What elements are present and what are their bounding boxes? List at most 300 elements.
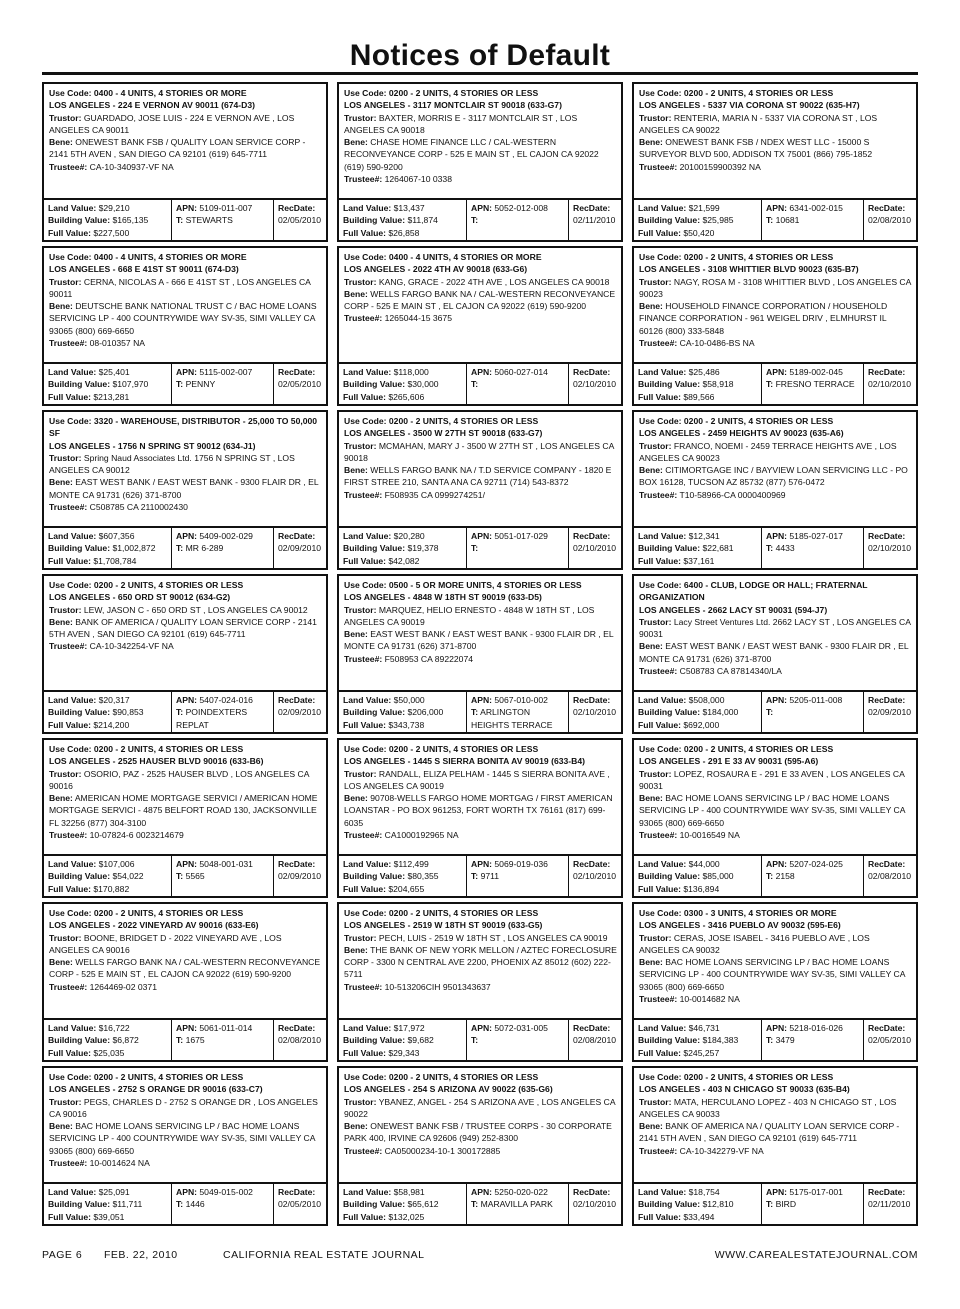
property-location: LOS ANGELES - 291 E 33 AV 90031 (595-A6): [639, 756, 819, 767]
building-value-line: [638, 378, 758, 390]
trustor-value: BAXTER, MORRIS E - 3117 MONTCLAIR ST , LOS ANGELES CA 90018: [344, 112, 578, 135]
use-code: Use Code: 0200 - 2 UNITS, 4 STORIES OR LESS: [344, 908, 539, 918]
recdate-label-line: [278, 1186, 323, 1198]
trustee-value: 10-0016549 NA: [679, 830, 740, 841]
apn-value: 5051-017-029: [494, 531, 548, 541]
land-value-line: [343, 1022, 463, 1034]
land-value: $25,091: [98, 1187, 130, 1197]
building-value-line: [638, 1034, 758, 1046]
trustee-label: Trustee#:: [639, 161, 678, 172]
apn-label: APN:: [766, 1187, 788, 1197]
tract-line: [471, 214, 565, 226]
trustee-line: [344, 1145, 617, 1157]
property-location: LOS ANGELES - 2662 LACY ST 90031 (594-J7): [639, 604, 828, 615]
full-value-label: Full Value:: [343, 227, 386, 238]
tract-line: [766, 378, 860, 390]
trustee-line: [49, 829, 322, 841]
recdate-value: 02/09/2010: [868, 707, 912, 718]
land-value-line: [48, 202, 168, 214]
tract-line: [471, 542, 565, 554]
bene-value: WELLS FARGO BANK NA / T.D SERVICE COMPANY - 1820 E FIRST STREE 210, SANTA ANA CA 92711 (714) 543-8372: [344, 465, 612, 488]
apn-line: [176, 1022, 270, 1034]
land-value-label: Land Value:: [48, 367, 97, 377]
tract-line: [471, 378, 565, 390]
apn-column: [172, 692, 274, 732]
trustee-line: [344, 312, 617, 324]
trustor-line: [344, 604, 617, 629]
recdate-column: [864, 200, 916, 240]
values-column: [44, 1184, 172, 1224]
trustor-label: Trustor:: [49, 1096, 82, 1107]
building-value: $6,872: [112, 1035, 139, 1046]
recdate-label: RecDate:: [278, 203, 316, 213]
building-value: $22,681: [702, 543, 734, 554]
property-location: LOS ANGELES - 2519 W 18TH ST 90019 (633-G5): [344, 920, 543, 931]
recdate-label: RecDate:: [278, 1187, 316, 1197]
building-value-label: Building Value:: [343, 215, 406, 226]
trustor-value: MATA, HERCULANO LOPEZ - 403 N CHICAGO ST , LOS ANGELES CA 90033: [639, 1096, 897, 1119]
land-value: $13,437: [393, 203, 425, 213]
recdate-label: RecDate:: [573, 531, 611, 541]
recdate-label-line: [868, 530, 913, 542]
trustor-label: Trustor:: [344, 932, 377, 943]
land-value-label: Land Value:: [343, 203, 392, 213]
trustor-line: [344, 768, 617, 793]
building-value-label: Building Value:: [343, 871, 406, 882]
footer-journal-name: CALIFORNIA REAL ESTATE JOURNAL: [223, 1249, 425, 1261]
values-column: [44, 200, 172, 240]
full-value-line: [48, 555, 168, 567]
building-value-line: [638, 870, 758, 882]
land-value-line: [48, 1186, 168, 1198]
trustor-value: Spring Naud Associates Ltd. 1756 N SPRING ST , LOS ANGELES CA 90012: [49, 452, 295, 476]
tract-value: BIRD: [775, 1199, 797, 1210]
bene-label: Bene:: [49, 301, 73, 312]
trustor-value: RENTERIA, MARIA N - 5337 VIA CORONA ST , LOS ANGELES CA 90022: [639, 112, 878, 135]
notice-details: [634, 904, 916, 1018]
values-column: [44, 692, 172, 732]
land-value-line: [48, 858, 168, 870]
trustee-value: 1265044-15 3675: [384, 313, 452, 324]
recdate-label: RecDate:: [278, 531, 316, 541]
apn-label: APN:: [176, 1023, 198, 1033]
bene-value: THE BANK OF NEW YORK MELLON / AZTEC FORECLOSURE CORP - 3300 N CENTRAL AVE 2200, PHOENIX AZ 85012 (602) 222-5711: [344, 944, 617, 980]
tract-value: 5565: [185, 871, 205, 882]
building-value: $54,022: [112, 871, 144, 882]
full-value-line: [48, 1047, 168, 1059]
tract-line: [471, 1198, 565, 1210]
full-value: $89,566: [683, 391, 715, 402]
recdate-label-line: [868, 366, 913, 378]
apn-column: [172, 1184, 274, 1224]
tract-label: T:: [766, 1199, 774, 1210]
apn-line: [176, 366, 270, 378]
trustor-line: [639, 932, 912, 957]
recdate-label-line: [573, 530, 618, 542]
land-value: $46,731: [688, 1023, 720, 1033]
trustee-value: F508935 CA 0999274251/: [384, 489, 485, 500]
full-value-label: Full Value:: [48, 1047, 91, 1058]
tract-line: [471, 706, 565, 731]
trustee-value: C508785 CA 2110002430: [89, 502, 188, 513]
tract-line: [176, 1034, 270, 1046]
trustee-label: Trustee#:: [344, 830, 383, 841]
land-value-label: Land Value:: [343, 1187, 392, 1197]
property-location: LOS ANGELES - 2752 S ORANGE DR 90016 (633-C7): [49, 1084, 263, 1095]
values-column: [634, 1020, 762, 1060]
building-value-line: [343, 870, 463, 882]
recdate-label-line: [868, 202, 913, 214]
notice-values: [634, 854, 916, 896]
tract-label: T:: [766, 543, 774, 554]
building-value-line: [638, 542, 758, 554]
trustor-line: [639, 440, 912, 465]
full-value: $37,161: [683, 555, 715, 566]
trustor-value: YBANEZ, ANGEL - 254 S ARIZONA AVE , LOS ANGELES CA 90022: [344, 1096, 616, 1119]
bene-label: Bene:: [344, 629, 368, 640]
bene-label: Bene:: [344, 288, 368, 299]
trustee-label: Trustee#:: [639, 830, 678, 841]
tract-label: T:: [766, 1035, 774, 1046]
bene-line: [639, 956, 912, 993]
building-value: $184,000: [702, 707, 739, 718]
notice-card: [42, 246, 328, 406]
trustor-label: Trustor:: [344, 112, 377, 123]
apn-line: [766, 858, 860, 870]
full-value-label: Full Value:: [343, 719, 386, 730]
apn-column: [467, 364, 569, 404]
building-value-label: Building Value:: [638, 379, 701, 390]
use-code: Use Code: 0500 - 5 OR MORE UNITS, 4 STORIES OR LESS: [344, 580, 582, 590]
full-value-label: Full Value:: [638, 391, 681, 402]
building-value: $80,355: [407, 871, 439, 882]
trustee-line: [49, 981, 322, 993]
building-value-label: Building Value:: [638, 707, 701, 718]
building-value: $12,810: [702, 1199, 734, 1210]
land-value: $18,754: [688, 1187, 720, 1197]
apn-column: [467, 1020, 569, 1060]
property-location: LOS ANGELES - 1756 N SPRING ST 90012 (634-J1): [49, 440, 256, 451]
apn-label: APN:: [766, 531, 788, 541]
notice-card: [42, 1066, 328, 1226]
bene-line: [639, 1120, 912, 1145]
trustee-label: Trustee#:: [49, 981, 88, 992]
trustee-line: [344, 653, 617, 665]
land-value: $21,599: [688, 203, 720, 213]
trustor-value: LOPEZ, ROSAURA E - 291 E 33 AVEN , LOS ANGELES CA 90031: [639, 768, 905, 791]
recdate-column: [864, 1020, 916, 1060]
building-value-label: Building Value:: [48, 707, 111, 718]
notice-details: [44, 904, 326, 1018]
land-value: $118,000: [393, 367, 429, 377]
recdate-label: RecDate:: [868, 531, 906, 541]
full-value: $39,051: [93, 1211, 125, 1222]
notice-details: [634, 576, 916, 690]
apn-label: APN:: [471, 367, 493, 377]
trustor-line: [639, 616, 912, 641]
land-value-label: Land Value:: [638, 367, 687, 377]
trustor-label: Trustor:: [344, 1096, 377, 1107]
building-value-line: [48, 214, 168, 226]
notice-card: [337, 574, 623, 734]
recdate-column: [274, 856, 326, 896]
notice-card: [632, 738, 918, 898]
trustor-value: BOONE, BRIDGET D - 2022 VINEYARD AVE , LOS ANGELES CA 90016: [49, 932, 282, 955]
notice-values: [44, 526, 326, 568]
trustee-label: Trustee#:: [639, 1145, 678, 1156]
notice-details: [634, 84, 916, 198]
title-divider: [42, 72, 918, 75]
tract-value: 1446: [185, 1199, 205, 1210]
building-value: $107,970: [112, 379, 149, 390]
recdate-label: RecDate:: [573, 203, 611, 213]
trustee-label: Trustee#:: [49, 161, 88, 172]
property-location: LOS ANGELES - 2459 HEIGHTS AV 90023 (635-A6): [639, 428, 844, 439]
full-value-line: [48, 1211, 168, 1223]
tract-line: [176, 1198, 270, 1210]
values-column: [634, 856, 762, 896]
trustor-line: [344, 1096, 617, 1121]
bene-label: Bene:: [639, 957, 663, 968]
bene-label: Bene:: [344, 793, 368, 804]
notice-details: [339, 84, 621, 198]
notice-values: [339, 1018, 621, 1060]
full-value-label: Full Value:: [638, 1047, 681, 1058]
apn-value: 6341-002-015: [789, 203, 843, 213]
notice-details: [339, 412, 621, 526]
page-title: Notices of Default: [349, 39, 611, 72]
land-value-line: [343, 202, 463, 214]
property-location: LOS ANGELES - 4848 W 18TH ST 90019 (633-D5): [344, 592, 542, 603]
building-value-label: Building Value:: [638, 871, 701, 882]
land-value-line: [638, 694, 758, 706]
bene-line: [344, 1120, 617, 1145]
building-value: $85,000: [702, 871, 734, 882]
values-column: [44, 528, 172, 568]
recdate-value: 02/10/2010: [868, 543, 912, 554]
recdate-label-line: [573, 694, 618, 706]
land-value: $607,356: [98, 531, 135, 541]
full-value: $25,035: [93, 1047, 125, 1058]
full-value: $132,025: [388, 1211, 425, 1222]
trustee-value: 10-07824-6 0023214679: [89, 830, 184, 841]
bene-value: DEUTSCHE BANK NATIONAL TRUST C / BAC HOME LOANS SERVICING LP - 400 COUNTRYWIDE WAY SV-35, SIMI VALLEY CA 93065 (800) 669-6650: [49, 301, 317, 336]
notice-card: [337, 738, 623, 898]
building-value-line: [343, 214, 463, 226]
property-location: LOS ANGELES - 650 ORD ST 90012 (634-G2): [49, 592, 231, 603]
property-location: LOS ANGELES - 3500 W 27TH ST 90018 (633-G7): [344, 428, 543, 439]
trustee-label: Trustee#:: [49, 830, 88, 841]
full-value-line: [638, 227, 758, 239]
full-value-label: Full Value:: [48, 227, 91, 238]
full-value: $213,281: [93, 391, 130, 402]
bene-value: BAC HOME LOANS SERVICING LP / BAC HOME LOANS SERVICING LP - 400 COUNTRYWIDE WAY SV-35, SIMI VALLEY CA 93065 (800) 669-6650: [49, 1121, 316, 1156]
tract-line: [766, 542, 860, 554]
building-value: $11,711: [112, 1199, 143, 1210]
trustee-label: Trustee#:: [639, 994, 678, 1005]
land-value-label: Land Value:: [343, 695, 392, 705]
land-value-label: Land Value:: [638, 531, 687, 541]
recdate-column: [569, 1020, 621, 1060]
full-value-line: [638, 883, 758, 895]
apn-label: APN:: [471, 531, 493, 541]
full-value-line: [48, 391, 168, 403]
bene-line: [49, 956, 322, 981]
full-value-label: Full Value:: [638, 719, 681, 730]
full-value: $204,655: [388, 883, 425, 894]
values-column: [339, 200, 467, 240]
trustee-line: [49, 1157, 322, 1169]
bene-label: Bene:: [344, 465, 368, 476]
full-value-line: [343, 391, 463, 403]
land-value-label: Land Value:: [48, 1023, 97, 1033]
values-column: [634, 200, 762, 240]
full-value-label: Full Value:: [638, 555, 681, 566]
recdate-value: 02/10/2010: [868, 379, 912, 390]
apn-value: 5049-015-002: [199, 1187, 253, 1197]
bene-value: CHASE HOME FINANCE LLC / CAL-WESTERN RECONVEYANCE CORP - 525 E MAIN ST , EL CAJON CA 92022 (619) 590-9200: [344, 137, 599, 172]
notice-details: [339, 576, 621, 690]
tract-value: 10681: [775, 215, 800, 226]
bene-line: [639, 300, 912, 337]
bene-value: CITIMORTGAGE INC / BAYVIEW LOAN SERVICING LLC - PO BOX 16128, TUCSON AZ 85732 (877) 576-0472: [639, 465, 908, 488]
building-value-label: Building Value:: [638, 543, 701, 554]
apn-column: [762, 692, 864, 732]
apn-line: [176, 202, 270, 214]
recdate-label: RecDate:: [278, 859, 316, 869]
apn-label: APN:: [471, 203, 493, 213]
values-column: [339, 856, 467, 896]
trustor-line: [49, 932, 322, 957]
bene-line: [639, 640, 912, 665]
apn-label: APN:: [766, 367, 788, 377]
recdate-value: 02/05/2010: [278, 379, 322, 390]
use-code: Use Code: 0200 - 2 UNITS, 4 STORIES OR LESS: [49, 908, 244, 918]
use-code: Use Code: 0300 - 3 UNITS, 4 STORIES OR MORE: [639, 908, 837, 918]
tract-value: MR 6-289: [185, 543, 224, 554]
notice-details: [634, 412, 916, 526]
tract-label: T:: [766, 379, 774, 390]
apn-line: [471, 694, 565, 706]
apn-column: [467, 1184, 569, 1224]
apn-column: [762, 1184, 864, 1224]
land-value-line: [48, 1022, 168, 1034]
building-value-label: Building Value:: [638, 1199, 701, 1210]
land-value-line: [638, 202, 758, 214]
notice-details: [44, 248, 326, 362]
land-value-line: [48, 694, 168, 706]
trustee-value: CA-10-0486-BS NA: [679, 338, 755, 349]
bene-line: [344, 288, 617, 313]
land-value-label: Land Value:: [343, 1023, 392, 1033]
trustor-line: [49, 112, 322, 137]
recdate-value: 02/10/2010: [573, 1199, 617, 1210]
land-value-line: [48, 530, 168, 542]
apn-label: APN:: [766, 1023, 788, 1033]
recdate-label: RecDate:: [868, 859, 906, 869]
land-value-label: Land Value:: [638, 695, 687, 705]
land-value-line: [343, 366, 463, 378]
trustor-line: [639, 1096, 912, 1121]
building-value: $25,985: [702, 215, 734, 226]
trustee-value: CA-10-342279-VF NA: [679, 1145, 764, 1156]
bene-value: HOUSEHOLD FINANCE CORPORATION / HOUSEHOLD FINANCE CORPORATION - 961 WEIGEL DRIV , ELMHURST IL 60126 (800) 333-5848: [639, 301, 888, 336]
apn-line: [471, 366, 565, 378]
notice-card: [42, 82, 328, 242]
trustor-value: FRANCO, NOEMI - 2459 TERRACE HEIGHTS AVE , LOS ANGELES CA 90023: [639, 440, 897, 463]
land-value-line: [638, 1022, 758, 1034]
recdate-label-line: [573, 1186, 618, 1198]
building-value: $206,000: [407, 707, 444, 718]
full-value-line: [48, 883, 168, 895]
notice-values: [634, 198, 916, 240]
full-value-label: Full Value:: [48, 1211, 91, 1222]
building-value: $65,612: [407, 1199, 439, 1210]
notice-values: [634, 526, 916, 568]
building-value-line: [638, 214, 758, 226]
apn-column: [467, 200, 569, 240]
recdate-column: [274, 1020, 326, 1060]
notice-values: [339, 854, 621, 896]
building-value-label: Building Value:: [343, 1199, 406, 1210]
building-value-line: [48, 542, 168, 554]
trustor-label: Trustor:: [49, 768, 82, 779]
full-value-line: [638, 1047, 758, 1059]
bene-label: Bene:: [344, 944, 368, 955]
values-column: [634, 528, 762, 568]
trustor-value: NAGY, ROSA M - 3108 WHITTIER BLVD , LOS ANGELES CA 90023: [639, 276, 911, 299]
tract-label: T:: [176, 543, 184, 554]
trustee-label: Trustee#:: [344, 1145, 383, 1156]
recdate-label: RecDate:: [573, 1187, 611, 1197]
notice-details: [339, 1068, 621, 1182]
property-location: LOS ANGELES - 3416 PUEBLO AV 90032 (595-E6): [639, 920, 841, 931]
apn-value: 5407-024-016: [199, 695, 253, 705]
bene-value: EAST WEST BANK / EAST WEST BANK - 9300 FLAIR DR , EL MONTE CA 91731 (626) 371-8700: [639, 641, 909, 664]
bene-line: [344, 464, 617, 489]
apn-value: 5060-027-014: [494, 367, 548, 377]
notice-values: [634, 1018, 916, 1060]
trustor-line: [49, 604, 322, 616]
apn-value: 5205-011-008: [789, 695, 843, 705]
apn-label: APN:: [176, 203, 198, 213]
land-value-label: Land Value:: [638, 1187, 687, 1197]
property-location: LOS ANGELES - 2525 HAUSER BLVD 90016 (633-B6): [49, 756, 264, 767]
building-value: $11,874: [407, 215, 438, 226]
trustor-label: Trustor:: [639, 1096, 672, 1107]
recdate-column: [274, 1184, 326, 1224]
notice-details: [339, 904, 621, 1018]
trustor-value: CERNA, NICOLAS A - 666 E 41ST ST , LOS ANGELES CA 90011: [49, 276, 311, 299]
use-code: Use Code: 0200 - 2 UNITS, 4 STORIES OR LESS: [49, 580, 244, 590]
footer-website[interactable]: WWW.CAREALESTATEJOURNAL.COM: [714, 1249, 918, 1261]
use-code: Use Code: 0400 - 4 UNITS, 4 STORIES OR MORE: [49, 252, 247, 262]
recdate-label-line: [868, 1186, 913, 1198]
use-code: Use Code: 0200 - 2 UNITS, 4 STORIES OR LESS: [344, 744, 539, 754]
tract-label: T:: [176, 707, 184, 718]
land-value-label: Land Value:: [48, 531, 97, 541]
tract-label: T:: [471, 1035, 479, 1046]
full-value-label: Full Value:: [48, 883, 91, 894]
trustor-line: [344, 932, 617, 944]
building-value: $90,853: [112, 707, 144, 718]
recdate-label-line: [868, 694, 913, 706]
trustee-label: Trustee#:: [344, 313, 383, 324]
tract-label: T:: [176, 215, 184, 226]
notice-card: [632, 1066, 918, 1226]
recdate-value: 02/08/2010: [573, 1035, 617, 1046]
recdate-label-line: [573, 858, 618, 870]
